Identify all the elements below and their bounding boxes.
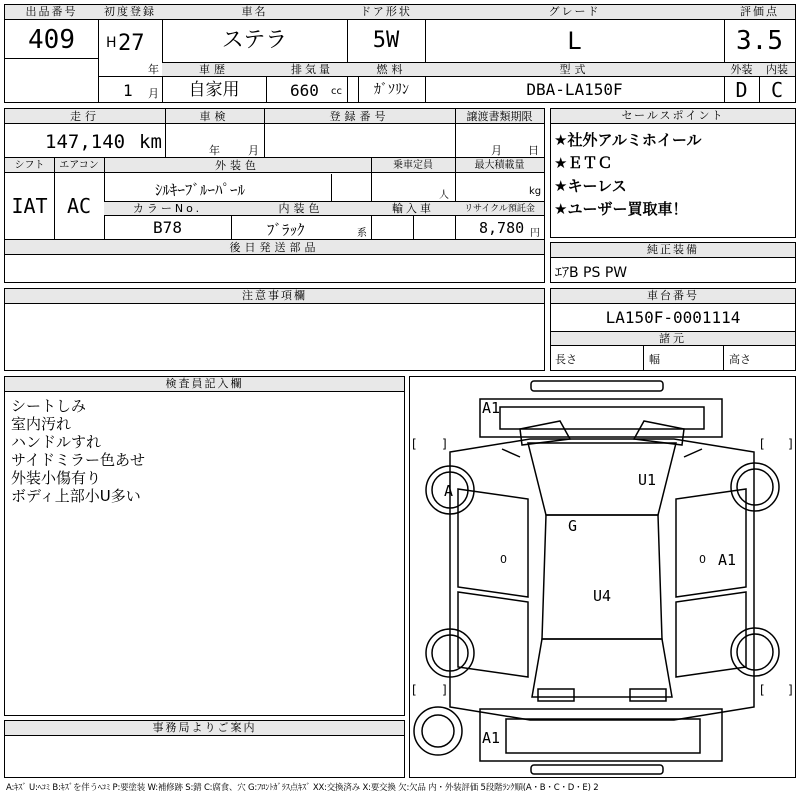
ac-value: AC [66, 194, 92, 218]
chassis-block [550, 288, 796, 371]
exterior-label: 外装 [724, 63, 759, 76]
mark-rear: A1 [482, 729, 501, 747]
insp-year-unit: 年 [209, 144, 220, 157]
history-label: 車歴 [162, 63, 266, 76]
interior-color-value: ﾌﾞﾗｯｸ [267, 221, 305, 239]
office-block [4, 720, 405, 778]
interior-color-unit: 系 [357, 228, 367, 239]
displacement-unit: cc [331, 86, 342, 97]
legend: A:ｷｽﾞ U:ﾍｺﾐ B:ｷｽﾞを伴うﾍｺﾐ P:要塗装 W:補修跡 S:錆 C:腐食、穴 G:ﾌﾛﾝﾄｶﾞﾗｽ点ｷｽﾞ XX:交換済み X:要交換 欠:欠品 内・外装評価 5段階ﾗﾝｸ順(A・B・C・D・E) 2 [6, 783, 599, 793]
dimensions-label: 諸元 [551, 331, 795, 346]
mark-right-side: A1 [718, 551, 737, 569]
insp-month-unit: 月 [248, 144, 259, 157]
interior-value: C [770, 78, 784, 102]
capacity-unit: 人 [439, 190, 449, 201]
left-rear-bracket-open: [ [412, 683, 417, 697]
length-label: 長さ [555, 353, 577, 366]
height-label: 高さ [729, 353, 751, 366]
left-rear-bracket-close: ] [442, 683, 447, 697]
office-label: 事務局よりご案内 [5, 721, 404, 736]
grade-label: グレード [425, 5, 724, 20]
equipment-block [550, 242, 796, 283]
notes-label: 注意事項欄 [5, 289, 544, 304]
mileage-value: 147,140 [45, 131, 126, 153]
inspector-line-5: 外装小傷有り [11, 469, 102, 487]
equipment-value: ｴｱB PS PW [555, 265, 628, 281]
mark-rear-panel: U4 [593, 587, 612, 605]
car-diagram [409, 376, 796, 778]
transfer-day-unit: 日 [528, 144, 539, 157]
reg-month: 1 [123, 81, 133, 100]
left-mirror-bracket-close: ] [442, 437, 447, 451]
chassis-label: 車台番号 [551, 289, 795, 304]
sales-points-block [550, 108, 796, 238]
right-mirror-bracket-open: [ [760, 437, 765, 451]
mark-front: A1 [482, 399, 501, 417]
transfer-label: 譲渡書類期限 [466, 110, 533, 123]
later-parts-label: 後日発送部品 [5, 240, 544, 255]
door-label: ドア形状 [347, 5, 425, 20]
inspector-line-3: ハンドルすれ [11, 433, 102, 451]
ac-label: エアコン [59, 160, 99, 171]
fuel-label: 燃料 [358, 63, 425, 76]
displacement-label: 排気量 [266, 63, 358, 76]
history-value: 自家用 [188, 80, 240, 100]
shift-label: シフト [14, 160, 45, 171]
exterior-value: D [735, 78, 748, 102]
exterior-color-label: 外装色 [215, 159, 260, 172]
mark-roof: U1 [638, 471, 657, 489]
right-mirror-bracket-close: ] [788, 437, 793, 451]
sales-point-1: ★社外アルミホイール [554, 131, 702, 149]
lot-label: 出品番号 [5, 5, 98, 20]
car-name: ステラ [221, 28, 288, 53]
model-value: DBA-LA150F [526, 80, 623, 99]
inspector-block [4, 376, 405, 716]
model-label: 型式 [425, 63, 724, 76]
interior-label: 内装 [759, 63, 795, 76]
recycle-label: リサイクル預託金 [464, 204, 535, 214]
transfer-month-unit: 月 [491, 144, 502, 157]
inspector-line-1: シートしみ [11, 397, 87, 415]
inspector-label: 検査員記入欄 [5, 377, 404, 392]
sales-point-3: ★キーレス [554, 177, 627, 195]
mark-windshield: G [568, 517, 578, 535]
inspector-line-6: ボディ上部小U多い [11, 487, 141, 505]
shift-value: IAT [11, 194, 48, 218]
month-unit: 月 [148, 87, 159, 100]
width-label: 幅 [649, 353, 660, 366]
recycle-value: 8,780 [479, 219, 525, 237]
notes-block [4, 288, 545, 371]
capacity-label: 乗車定員 [393, 160, 433, 171]
exterior-color-value: ｼﾙｷｰﾌﾞﾙｰﾊﾟｰﾙ [155, 181, 246, 199]
mileage-unit: km [139, 131, 162, 153]
header-block [4, 4, 796, 103]
left-mirror-bracket-open: [ [412, 437, 417, 451]
year-unit: 年 [148, 63, 159, 76]
max-load-unit: kg [529, 186, 542, 197]
fuel-value: ｶﾞｿﾘﾝ [374, 82, 409, 98]
right-rear-bracket-open: [ [760, 683, 765, 697]
vehicle-detail-block [4, 108, 545, 283]
lot-value: 409 [5, 21, 98, 59]
door-value: 5W [372, 28, 400, 53]
recycle-unit: 円 [530, 228, 540, 239]
car-name-label: 車名 [162, 5, 347, 20]
interior-color-label: 内装色 [278, 202, 324, 215]
reg-label: 初度登録 [98, 5, 162, 20]
mileage-label: 走行 [70, 110, 100, 123]
inspector-line-4: サイドミラー色あせ [11, 451, 145, 469]
color-no-value: B78 [153, 218, 182, 237]
left-zero-mark: 0 [500, 553, 507, 566]
sales-points-label: セールスポイント [551, 109, 795, 124]
car-outline [410, 377, 795, 777]
score-label: 評価点 [724, 5, 795, 20]
inspection-label: 車検 [199, 110, 230, 123]
inspector-line-2: 室内汚れ [11, 415, 72, 433]
reg-no-label: 登録番号 [329, 110, 390, 123]
grade-value: L [567, 27, 582, 55]
score-value: 3.5 [736, 26, 783, 56]
max-load-label: 最大積載量 [474, 160, 525, 171]
era: H [106, 35, 117, 51]
color-no-label: カラーNo. [132, 202, 203, 215]
chassis-value: LA150F-0001114 [605, 308, 741, 327]
mark-front-left-wheel: A [444, 482, 454, 500]
right-rear-bracket-close: ] [788, 683, 793, 697]
displacement-value: 660 [290, 81, 319, 100]
import-label: 輸入車 [392, 202, 434, 215]
right-zero-mark: 0 [699, 553, 706, 566]
equipment-label: 純正装備 [551, 243, 795, 258]
sales-point-4: ★ユーザー買取車！ [554, 200, 688, 218]
reg-year: 27 [118, 31, 145, 56]
sales-point-2: ★ＥＴＣ [554, 154, 613, 172]
